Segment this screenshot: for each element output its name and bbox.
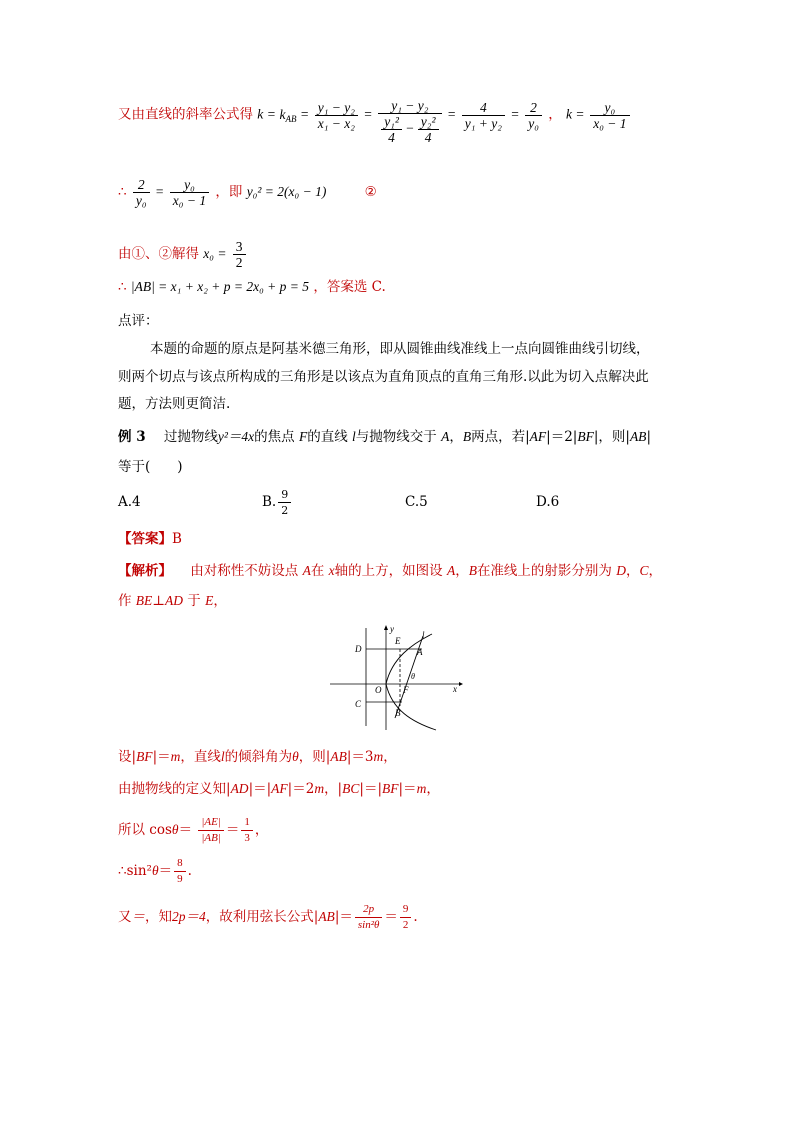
- label-c: C: [355, 699, 362, 709]
- slope-formula-line: 又由直线的斜率公式得 $k = k_{AB}$ = $\frac{\text{y₁ − y₂}}{\text{x₁ − x₂}}$ = y₁ − y₂ $\frac{\text{y₁²}}{4}$ − $\frac{\text{y₂²}}{4}$ = $\frac{4}{\text{y₁ + y₂}}$ = $\frac{2}{\text{y₀}}$ ， k = $\frac{\text{y₀}}{\text{x₀ − 1}}$: [118, 98, 632, 145]
- parabola-figure: [326, 622, 466, 732]
- step-2: 由抛物线的定义知|AD|＝|AF|＝2m，|BC|＝|BF|＝m，: [118, 781, 440, 797]
- step-1: 设|BF|＝m，直线l的倾斜角为θ，则|AB|＝3m，: [118, 749, 397, 765]
- solve-text: 由①、②解得: [118, 246, 199, 262]
- result-line: [118, 278, 386, 296]
- fraction-3: $\frac{4}{\text{y₁ + y₂}}$: [462, 100, 505, 131]
- example-3-line-1: 例 3 过抛物线y²＝4x的焦点 F的直线 l与抛物线交于 A，B两点，若|AF|＝2|BF|，则|AB|: [118, 429, 651, 445]
- analysis-line-2: 作 BE⊥AD 于 E，: [118, 593, 227, 609]
- x0-var: x₀ =: [203, 246, 227, 261]
- y-axis-arrow: [384, 625, 388, 630]
- fraction-3-over-2: $\frac{3}{2}$: [233, 239, 246, 270]
- answer-label: 【答案】: [118, 531, 172, 547]
- answer-value: B: [172, 531, 182, 547]
- fraction-2-over-y0: $\frac{2}{\text{y₀}}$: [133, 177, 150, 208]
- comment-paragraph-2: 则两个切点与该点所构成的三角形是以该点为直角顶点的直角三角形.以此为切入点解决此: [118, 369, 649, 385]
- label-e: E: [395, 636, 401, 646]
- option-a[interactable]: A.4: [118, 494, 141, 510]
- var-k-2: k: [565, 106, 572, 122]
- step-4: ∴sin²θ＝ $\frac{8}{9}$ .: [118, 857, 192, 885]
- option-d[interactable]: D.6: [536, 494, 560, 510]
- fraction-2: y₁ − y₂ $\frac{\text{y₁²}}{4}$ − $\frac{\text{y₂²}}{4}$: [378, 98, 441, 145]
- comment-paragraph-3: 题，方法则更简洁.: [118, 396, 231, 412]
- solve-line: [118, 239, 248, 270]
- fraction-y0-over-x0: $\frac{\text{y₀}}{\text{x₀ − 1}}$: [170, 177, 209, 208]
- jishi-text: ，即: [215, 184, 243, 200]
- x-axis-arrow: [459, 682, 463, 686]
- label-b: B: [395, 708, 401, 718]
- fraction-4: $\frac{2}{\text{y₀}}$: [525, 100, 542, 131]
- analysis-label: 【解析】: [118, 563, 172, 579]
- therefore-symbol: ∴: [118, 184, 127, 200]
- example-label: 例 3: [118, 429, 146, 445]
- fraction-5: $\frac{\text{y₀}}{\text{x₀ − 1}}$: [590, 100, 629, 131]
- example-3-line-2: 等于( ): [118, 459, 183, 475]
- label-f: F: [403, 685, 409, 695]
- label-x: x: [453, 684, 457, 694]
- step-5: 又＝，知2p＝4，故利用弦长公式|AB|＝ $\frac{2p}{\text{sin²θ}}$ ＝ $\frac{9}{2}$ .: [118, 903, 418, 931]
- ab-length-expr: |AB| = x₁ + x₂ + p = 2x₀ + p = 5: [130, 279, 310, 294]
- equation-mark-2: ②: [364, 184, 377, 200]
- label-y: y: [390, 624, 394, 634]
- equals: =: [267, 106, 276, 122]
- answer-c-text: ，答案选 C.: [313, 279, 386, 295]
- comment-paragraph-1: 本题的命题的原点是阿基米德三角形，即从圆锥曲线准线上一点向圆锥曲线引切线，: [150, 341, 650, 357]
- option-b[interactable]: B. $\frac{9}{2}$: [262, 487, 293, 518]
- equation-2-line: ∴ $\frac{2}{\text{y₀}}$ = $\frac{\text{y₀}}{\text{x₀ − 1}}$ ，即 y₀² = 2(x₀ − 1) ②: [118, 177, 377, 208]
- slope-formula-prefix: 又由直线的斜率公式得: [118, 106, 253, 123]
- therefore-symbol-2: ∴: [118, 279, 127, 295]
- fraction-1: $\frac{\text{y₁ − y₂}}{\text{x₁ − x₂}}$: [315, 100, 358, 131]
- label-l: l: [422, 630, 425, 640]
- answer-line: [118, 530, 182, 548]
- label-o: O: [375, 685, 382, 695]
- analysis-line-1: 【解析】 由对称性不妨设点 A在 x轴的上方，如图设 A，B在准线上的射影分别为 D，C，: [118, 563, 662, 579]
- label-a: A: [417, 647, 423, 657]
- var-kab: $k_{AB}$: [279, 106, 297, 124]
- label-d: D: [355, 644, 362, 654]
- comment-label: 点评：: [118, 313, 159, 329]
- var-k: k: [257, 106, 264, 122]
- option-c[interactable]: C.5: [405, 494, 428, 510]
- parabola-curve: [386, 634, 436, 730]
- step-3: 所以 cosθ＝ $\frac{|AE|}{|AB|}$ ＝ $\frac{1}{3}$ ，: [118, 816, 269, 844]
- equation-2: y₀² = 2(x₀ − 1): [246, 184, 327, 199]
- comma: ，: [548, 106, 562, 123]
- label-theta: θ: [411, 672, 415, 681]
